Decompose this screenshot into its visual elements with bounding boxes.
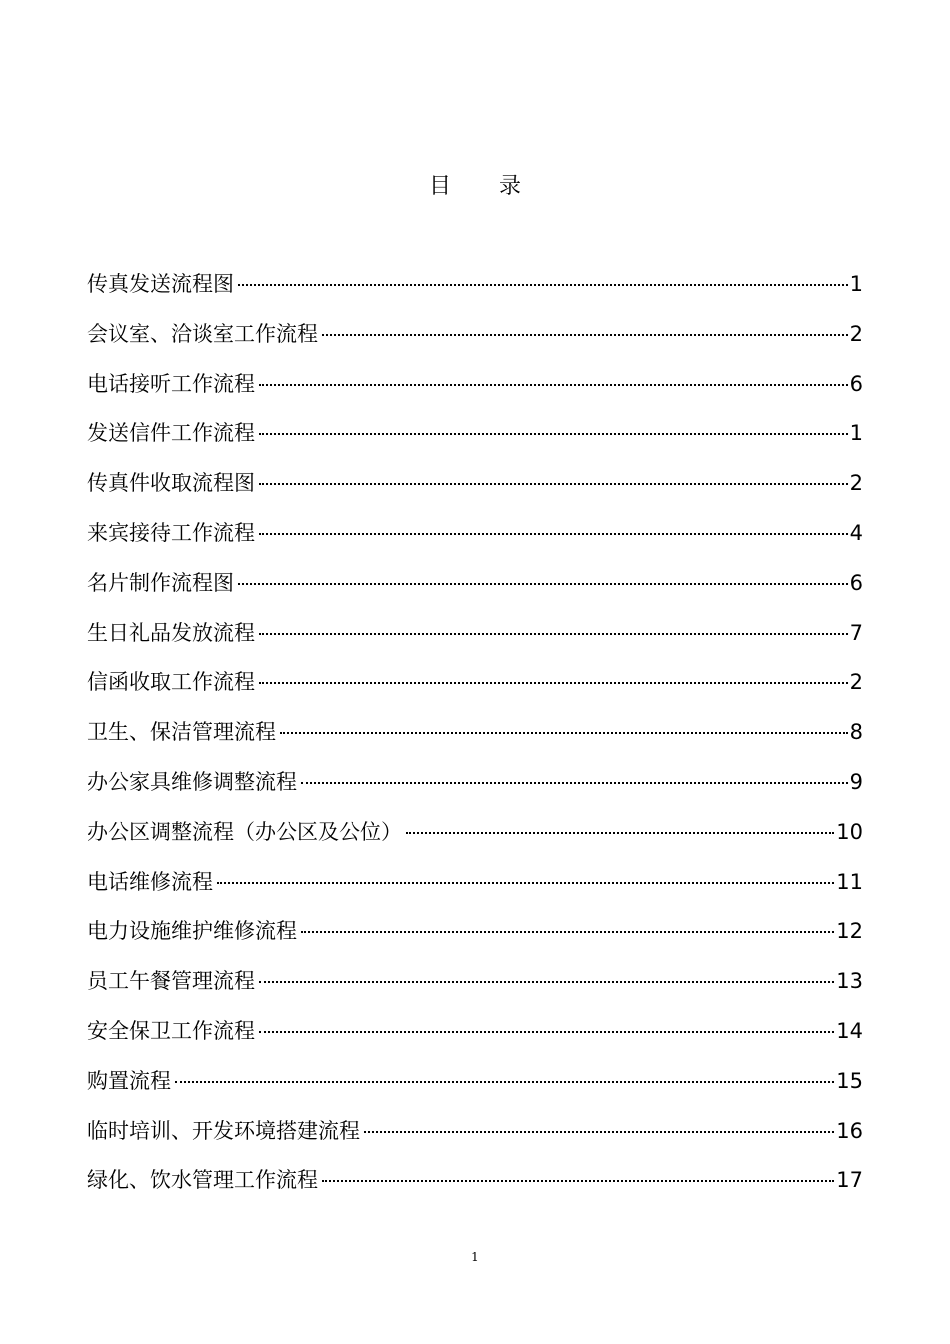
toc-entry[interactable] <box>87 613 863 663</box>
toc-entry-label: 传真件收取流程图 <box>87 471 255 496</box>
toc-entry-label: 来宾接待工作流程 <box>87 520 255 545</box>
toc-entry-label: 购置流程 <box>87 1068 171 1093</box>
toc-entry-page: 16 <box>836 1118 863 1143</box>
toc-dot-leader <box>259 384 848 386</box>
toc-entry-page: 8 <box>849 720 863 745</box>
toc-entry[interactable] <box>87 911 863 961</box>
toc-entry-label: 电话接听工作流程 <box>87 371 255 396</box>
toc-dot-leader <box>259 1031 834 1033</box>
toc-entry[interactable] <box>87 463 863 513</box>
toc-entry-label: 生日礼品发放流程 <box>87 620 255 645</box>
toc-dot-leader <box>238 284 848 286</box>
toc-entry-label: 临时培训、开发环境搭建流程 <box>87 1118 360 1143</box>
toc-dot-leader <box>217 882 834 884</box>
toc-entry-label: 绿化、饮水管理工作流程 <box>87 1168 318 1193</box>
toc-entry[interactable] <box>87 1111 863 1161</box>
toc-entry-label: 安全保卫工作流程 <box>87 1018 255 1043</box>
toc-entry-label: 电话维修流程 <box>87 869 213 894</box>
table-of-contents <box>87 264 863 1210</box>
toc-dot-leader <box>259 483 848 485</box>
toc-dot-leader <box>322 1180 834 1182</box>
toc-entry[interactable] <box>87 812 863 862</box>
toc-entry[interactable] <box>87 563 863 613</box>
toc-dot-leader <box>364 1131 834 1133</box>
toc-dot-leader <box>259 633 848 635</box>
toc-entry-page: 11 <box>836 869 863 894</box>
toc-entry[interactable] <box>87 1011 863 1061</box>
toc-entry-page: 6 <box>849 570 863 595</box>
toc-entry-page: 15 <box>836 1068 863 1093</box>
toc-dot-leader <box>301 782 848 784</box>
toc-entry-label: 会议室、洽谈室工作流程 <box>87 321 318 346</box>
toc-entry-page: 6 <box>849 371 863 396</box>
toc-entry-page: 7 <box>849 620 863 645</box>
toc-entry-label: 名片制作流程图 <box>87 570 234 595</box>
toc-dot-leader <box>280 732 848 734</box>
toc-entry-label: 电力设施维护维修流程 <box>87 919 297 944</box>
toc-dot-leader <box>259 981 834 983</box>
toc-entry-page: 9 <box>849 769 863 794</box>
toc-dot-leader <box>259 682 848 684</box>
toc-entry-page: 2 <box>849 471 863 496</box>
toc-entry-page: 4 <box>849 520 863 545</box>
toc-entry-page: 1 <box>849 272 863 296</box>
toc-entry-label: 办公家具维修调整流程 <box>87 769 297 794</box>
toc-entry-label: 员工午餐管理流程 <box>87 969 255 994</box>
toc-entry-label: 传真发送流程图 <box>87 272 234 296</box>
toc-entry[interactable] <box>87 762 863 812</box>
toc-entry[interactable] <box>87 314 863 364</box>
toc-entry-page: 12 <box>836 919 863 944</box>
toc-dot-leader <box>322 334 848 336</box>
toc-entry[interactable] <box>87 662 863 712</box>
toc-entry-page: 2 <box>849 321 863 346</box>
toc-entry[interactable] <box>87 961 863 1011</box>
toc-dot-leader <box>259 433 848 435</box>
toc-entry-page: 13 <box>836 969 863 994</box>
toc-dot-leader <box>238 583 848 585</box>
toc-entry-page: 17 <box>836 1168 863 1193</box>
toc-entry-label: 办公区调整流程（办公区及公位） <box>87 819 402 844</box>
toc-dot-leader <box>406 832 834 834</box>
toc-dot-leader <box>175 1081 834 1083</box>
toc-entry-page: 1 <box>849 421 863 446</box>
toc-dot-leader <box>301 931 834 933</box>
toc-entry-page: 14 <box>836 1018 863 1043</box>
toc-entry[interactable] <box>87 1061 863 1111</box>
toc-entry[interactable] <box>87 264 863 314</box>
toc-entry[interactable] <box>87 364 863 414</box>
toc-entry[interactable] <box>87 413 863 463</box>
toc-dot-leader <box>259 533 848 535</box>
toc-entry[interactable] <box>87 712 863 762</box>
toc-entry-page: 2 <box>849 670 863 695</box>
toc-entry-label: 卫生、保洁管理流程 <box>87 720 276 745</box>
toc-entry[interactable] <box>87 1160 863 1210</box>
toc-entry-page: 10 <box>836 819 863 844</box>
page-number: 1 <box>471 1250 479 1264</box>
toc-entry[interactable] <box>87 862 863 912</box>
toc-entry-label: 信函收取工作流程 <box>87 670 255 695</box>
toc-entry-label: 发送信件工作流程 <box>87 421 255 446</box>
page-title: 目录 <box>428 174 569 199</box>
toc-entry[interactable] <box>87 513 863 563</box>
